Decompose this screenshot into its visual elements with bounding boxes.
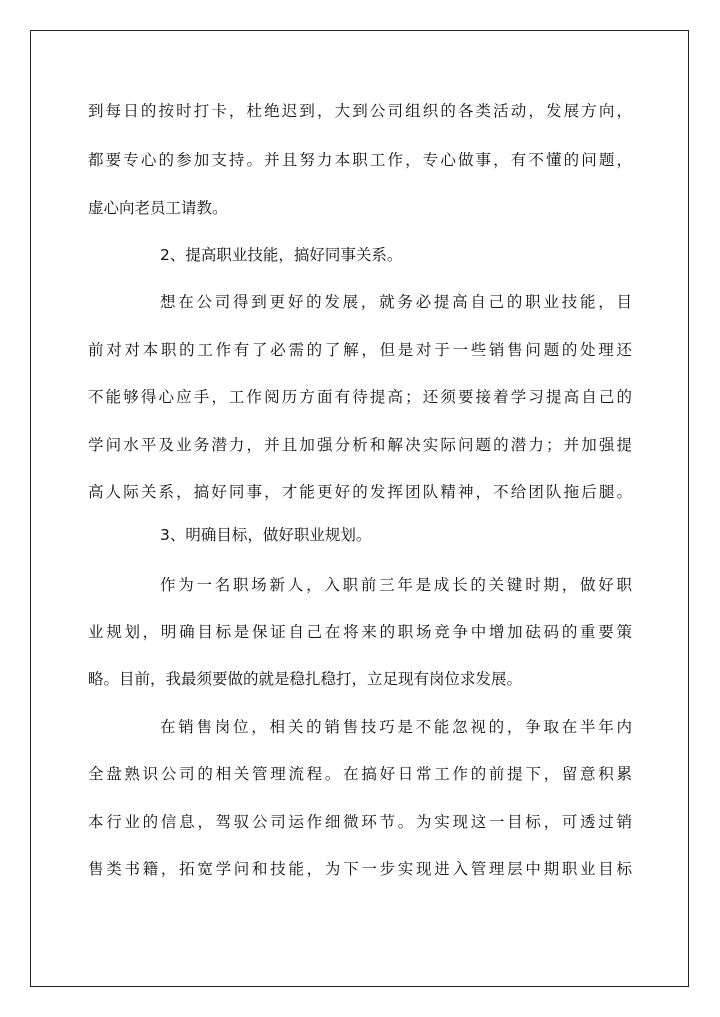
text-line: 前对对本职的工作有了必需的了解，但是对于一些销售问题的处理还 bbox=[88, 341, 632, 359]
paragraph-first-line: 作为一名职场新人，入职前三年是成长的关键时期，做好职 bbox=[160, 576, 632, 594]
text-line: 虚心向老员工请教。 bbox=[88, 199, 228, 217]
page-border bbox=[30, 30, 689, 987]
text-line: 略。目前，我最须要做的就是稳扎稳打，立足现有岗位求发展。 bbox=[88, 670, 523, 688]
paragraph-first-line: 在销售岗位，相关的销售技巧是不能忽视的，争取在半年内 bbox=[160, 718, 632, 736]
section-heading: 3、明确目标，做好职业规划。 bbox=[160, 526, 372, 544]
text-line: 学问水平及业务潜力，并且加强分析和解决实际问题的潜力；并加强提 bbox=[88, 436, 632, 454]
text-line: 本行业的信息，驾驭公司运作细微环节。为实现这一目标，可透过销 bbox=[88, 813, 632, 831]
text-line: 高人际关系，搞好同事，才能更好的发挥团队精神，不给团队拖后腿。 bbox=[88, 483, 632, 501]
text-line: 全盘熟识公司的相关管理流程。在搞好日常工作的前提下，留意积累 bbox=[88, 765, 632, 783]
text-line: 到每日的按时打卡，杜绝迟到，大到公司组织的各类活动，发展方向， bbox=[88, 102, 632, 120]
text-line: 售类书籍，拓宽学问和技能，为下一步实现进入管理层中期职业目标 bbox=[88, 860, 632, 878]
text-line: 都要专心的参加支持。并且努力本职工作，专心做事，有不懂的问题， bbox=[88, 151, 632, 169]
text-line: 不能够得心应手，工作阅历方面有待提高；还须要接着学习提高自己的 bbox=[88, 388, 632, 406]
section-heading: 2、提高职业技能，搞好同事关系。 bbox=[160, 246, 403, 264]
paragraph-first-line: 想在公司得到更好的发展，就务必提高自己的职业技能，目 bbox=[160, 293, 632, 311]
text-line: 业规划，明确目标是保证自己在将来的职场竞争中增加砝码的重要策 bbox=[88, 623, 632, 641]
